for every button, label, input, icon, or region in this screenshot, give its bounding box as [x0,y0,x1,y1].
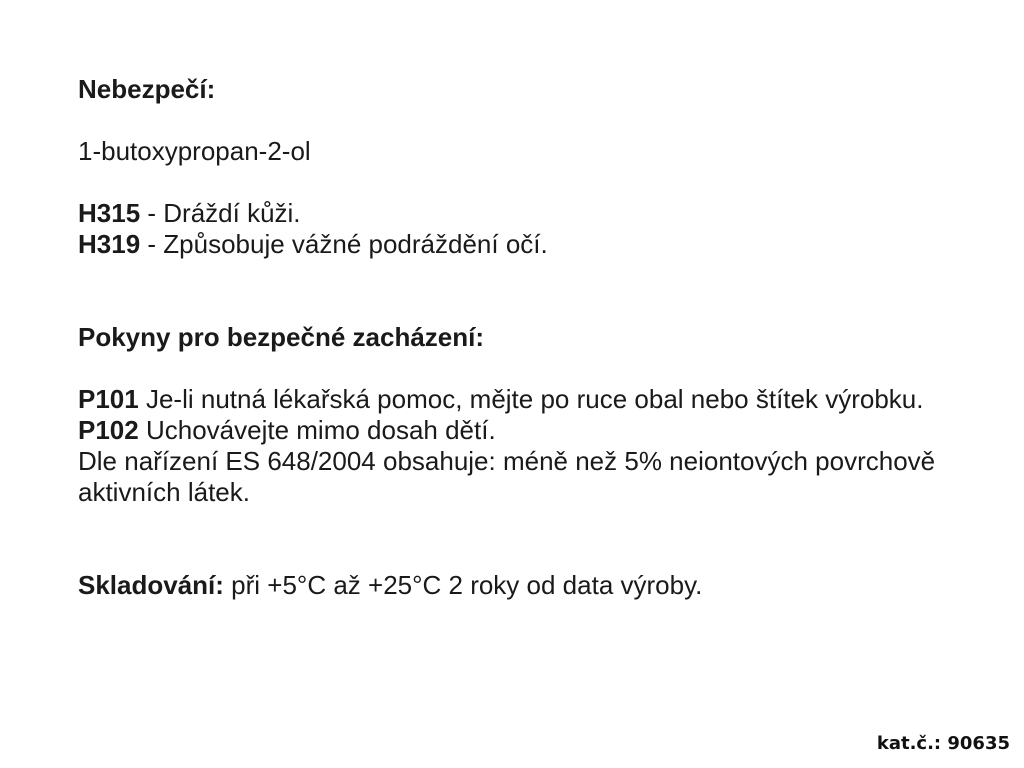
hazard-statement-h315 [78,198,978,229]
regulation-note: Dle nařízení ES 648/2004 obsahuje: méně než 5% neiontových povrchově aktivních látek. [78,446,936,507]
hazard-text: - Dráždí kůži. [140,198,301,228]
precaution-code: P101 [78,384,139,414]
hazard-code: H319 [78,229,141,259]
storage-text: při +5°C až +25°C 2 roky od data výroby. [223,570,703,600]
storage-line [78,570,978,601]
substance-name: 1-butoxypropan-2-ol [78,136,311,166]
precaution-statement-p102 [78,415,978,446]
hazard-code: H315 [78,198,141,228]
hazard-text: - Způsobuje vážné podráždění očí. [140,229,548,259]
precaution-code: P102 [78,415,139,445]
hazard-heading: Nebezpečí: [78,74,216,104]
storage-label: Skladování: [78,570,224,600]
label-text-block [78,74,978,601]
precaution-statement-p101 [78,384,978,415]
precaution-text: Uchovávejte mimo dosah dětí. [138,415,496,445]
catalog-number: kat.č.: 90635 [876,733,1010,754]
hazard-statement-h319 [78,229,978,260]
precaution-text: Je-li nutná lékařská pomoc, mějte po ruce obal nebo štítek výrobku. [138,384,924,414]
precautions-heading: Pokyny pro bezpečné zacházení: [78,322,485,352]
